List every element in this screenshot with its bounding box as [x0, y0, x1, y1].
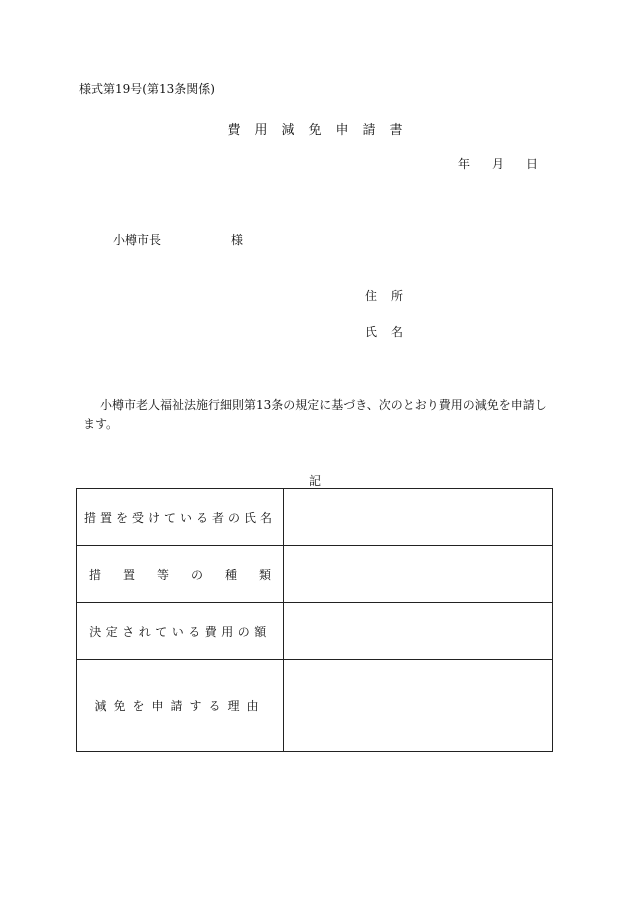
- ki-heading: 記: [308, 474, 321, 488]
- form-number: 様式第19号(第13条関係): [79, 82, 215, 96]
- address-char: 住: [365, 289, 378, 303]
- measure-char: 類: [259, 567, 272, 582]
- name-label: [365, 323, 403, 340]
- row-label-fee-amount: 決定されている費用の額: [77, 603, 284, 660]
- day-label: 日: [526, 157, 539, 171]
- addressee-name: 小樽市長: [113, 233, 162, 247]
- person-name-field[interactable]: [284, 489, 553, 546]
- addressee: [113, 231, 243, 248]
- title-char: 費: [227, 123, 241, 138]
- year-label: 年: [458, 157, 471, 171]
- measure-char: の: [191, 567, 204, 582]
- addressee-honorific: 様: [231, 233, 244, 247]
- address-label: [365, 287, 403, 304]
- measure-type-field[interactable]: [284, 546, 553, 603]
- row-label-person-name: 措置を受けている者の氏名: [77, 489, 284, 546]
- fee-amount-field[interactable]: [284, 603, 553, 660]
- document-title: [0, 119, 630, 138]
- title-char: 請: [362, 123, 376, 138]
- title-char: 用: [254, 123, 268, 138]
- table-row: [77, 603, 553, 660]
- body-text: 小樽市老人福祉法施行細則第13条の規定に基づき、次のとおり費用の減免を申請します。: [83, 398, 547, 431]
- title-char: 免: [308, 123, 322, 138]
- row-label-measure-type: [77, 546, 284, 603]
- name-char: 名: [391, 325, 404, 339]
- title-char: 減: [281, 123, 295, 138]
- table-row: [77, 546, 553, 603]
- title-char: 書: [389, 123, 403, 138]
- measure-char: 等: [156, 567, 169, 582]
- date-line: [458, 155, 538, 172]
- row-label-reason: 減免を申請する理由: [77, 660, 284, 752]
- measure-char: 措: [88, 567, 101, 582]
- title-char: 申: [335, 123, 349, 138]
- table-row: [77, 660, 553, 752]
- month-label: 月: [492, 157, 505, 171]
- table-row: [77, 489, 553, 546]
- application-table: [76, 488, 553, 752]
- measure-char: 種: [225, 567, 238, 582]
- name-char: 氏: [365, 325, 378, 339]
- address-char: 所: [391, 289, 404, 303]
- reason-field[interactable]: [284, 660, 553, 752]
- measure-char: 置: [122, 567, 135, 582]
